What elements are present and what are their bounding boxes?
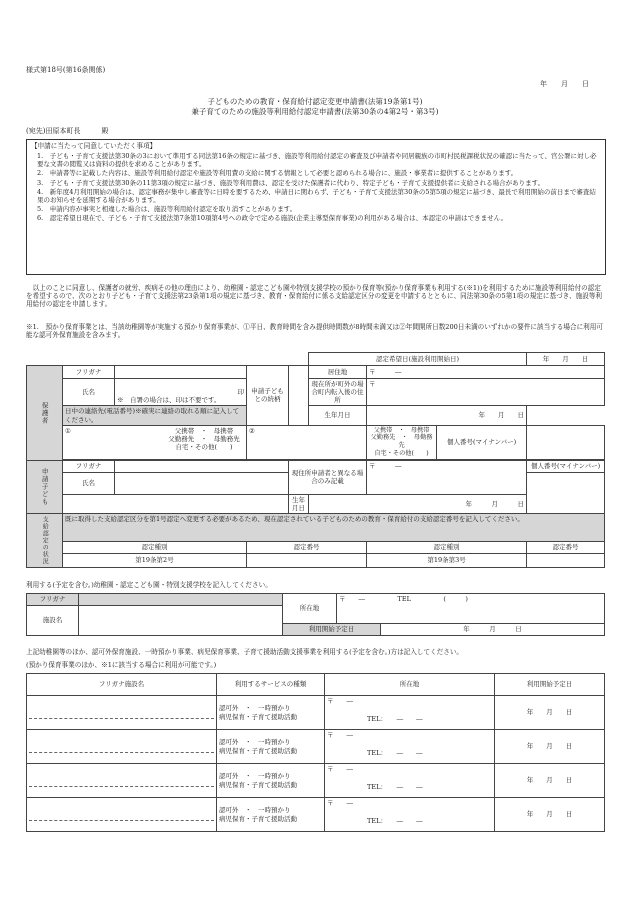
kyojuchi-field[interactable]: 〒 ― [367,366,605,379]
svc[interactable]: 認可外 ・ 一時預かり [219,772,291,781]
table-row [27,696,605,730]
addressee: (宛先)田原本町長 殿 [26,127,109,135]
start[interactable]: 年 月 日 [495,730,605,764]
other-table [26,673,605,832]
child-shimei-field[interactable] [115,472,289,494]
kaishi-label: 利用開始予定日 [283,624,381,636]
other-sub: (預かり保育事業のほか、※1に該当する場合に利用が可能です。) [26,661,217,669]
start[interactable]: 年 月 日 [495,764,605,798]
table-row [27,730,605,764]
notice-box [26,139,606,275]
bango-h2: 認定番号 [527,541,605,553]
h-name: フリガナ施設名 [27,674,217,696]
renraku-label: 日中の連絡先(電話番号)※確実に連絡の取れる順に記入してください。 [63,406,247,425]
svc[interactable]: 認可外 ・ 一時預かり [219,806,291,815]
title-2: 兼子育てのための施設等利用給付認定申請書(法第30条の4第2号・第3号) [191,107,439,116]
furigana-label: フリガナ [63,366,115,379]
notice-item: 1. 子ども・子育て支援法第30条の3において準用する同法第16条の規定に基づき、施設等利用給付認定の審査及び申請者や同居親族の市町村民税課税状況の確認に当たって、官公署に対し必要な文書の閲覧又は資料の提供を求めることがあります。 [37,152,597,169]
notice-heading: 【申請に当たって同意していただく事項】 [31,142,157,150]
in-mark: 印 [237,388,244,397]
shubetsu-h2: 認定種別 [367,541,527,553]
agreement-text: 以上のことに同意し、保護者の就労、疾病その他の理由により、幼稚園・認定こども園や特別支援学校の預かり保育等(預かり保育事業も利用する(※1))を利用するために施設等利用給付の認定を希望するので、次のとおり子ども・子育て支援法第23条第1項の規定に基づき、教育・保育給付に係る支給認定区分の変更を申請するとともに、同法第30条の5第1項の規定に基づき、施設等利用給付の認定を申請します。 [26,284,602,309]
kibou-date[interactable]: 年 月 日 [527,353,605,366]
other-heading: 上記幼稚園等のほか、認可外保育施設、一時預かり事業、病児保育事業、子育て援助活動支援事業を利用する(予定を含む。)方は記入してください。 [26,648,464,656]
shimei-label: 氏名 [63,379,115,406]
notice-item: 3. 子ども・子育て支援法第30条の11第3項の規定に基づき、施設等利用費は、認定を受けた保護者に代わり、特定子ども・子育て支援提供者に支給される場合があります。 [37,178,545,187]
shubetsu-h1: 認定種別 [63,541,247,553]
notice-item: 6. 認定希望日現在で、子ども・子育て支援法第7条第10項第4号への政令で定める施設(企業主導型保育事業)の利用がある場合は、本認定の申請はできません。 [37,214,508,223]
school-table [26,593,605,636]
svc[interactable]: 病児保育・子育て援助活動 [219,712,297,721]
table-row [27,798,605,832]
note-1: ※1. 預かり保育事業とは、当該幼稚園等が実施する預かり保育事業が、①平日、教育時間を含み提供時間数が8時間未満又は②年間開所日数200日未満のいずれかの要件に該当する場合に利用可能な認可外保育施設を含みます。 [26,323,603,340]
svc[interactable]: 病児保育・子育て援助活動 [219,780,297,789]
birth-field[interactable]: 年 月 日 [367,406,527,425]
svc[interactable]: 病児保育・子育て援助活動 [219,814,297,823]
riyou-heading: 利用する(予定を含む。)幼稚園・認定こども園・特別支援学校を記入してください。 [26,581,272,589]
bango-v2[interactable] [527,553,605,567]
school-furigana-field[interactable] [79,594,283,606]
post[interactable]: 〒 ― [327,731,353,739]
start[interactable]: 年 月 日 [495,696,605,730]
opt[interactable]: 父携帯 ・ 母携帯 [174,426,234,435]
kojin-field[interactable] [527,425,605,459]
kodomo-label: 申請子ども [27,460,63,513]
birth2-label: 生年月日 [289,494,309,513]
birth-label: 生年月日 [309,406,367,425]
h-service: 利用するサービスの種類 [217,674,325,696]
jihitsu-note: ※ 自署の場合は、印は不要です。 [117,396,221,405]
h-start: 利用開始予定日 [495,674,605,696]
tel[interactable]: TEL： ― ― [367,715,423,724]
opt[interactable]: 自宅・その他( ) [175,442,233,451]
tennyu-field[interactable]: 〒 [367,379,605,406]
tennyu-label: 現在所が町外の場合町内転入後の住所 [309,379,367,406]
opt[interactable]: 父携帯 ・ 母携帯 [373,426,430,434]
opt[interactable]: 父勤務先 ・ 母勤務先 [168,434,240,443]
tel[interactable]: TEL： ― ― [367,817,423,826]
shubetsu-v2: 第19条第3号 [367,553,527,567]
furigana-label-3: フリガナ [27,594,79,606]
zokugara-label: 申請子どもとの続柄 [247,366,289,426]
shikyu-text: 既に取得した支給認定区分を第1号認定へ変更する必要があるため、現在認定されている子どものための教育・保育給付の支給認定番号を記入してください。 [63,513,605,541]
shikyu-label: 支給認定の状況 [27,513,63,567]
contact-2: ② [249,426,255,435]
bango-h1: 認定番号 [247,541,367,553]
shisetsu-label: 施設名 [27,606,79,636]
title-1: 子どものための教育・保育給付認定変更申請書(法第19条第1号) [207,97,423,106]
svc[interactable]: 認可外 ・ 一時預かり [219,738,291,747]
date-line: 年 月 日 [540,80,589,88]
form-number: 様式第18号(第16条関係) [26,66,106,74]
kaishi-date[interactable]: 年 月 日 [381,624,605,636]
furigana-label-2: フリガナ [63,460,115,472]
opt[interactable]: 自宅・その他( ) [374,449,429,457]
hogosha-label: 保護者 [27,366,63,461]
tel[interactable]: TEL： ― ― [367,783,423,792]
kibou-label: 認定希望日(施設利用開始日) [309,353,527,366]
shisetsu-field[interactable] [79,606,283,636]
post[interactable]: 〒 ― [327,697,353,705]
h-addr: 所在地 [325,674,495,696]
notice-item: 5. 申請内容が事実と相違した場合は、施設等利用給付認定を取り消すことがあります。 [37,204,297,213]
table-row [27,764,605,798]
contact-1: ① [65,426,71,435]
shozaichi-label: 所在地 [283,594,337,624]
opt[interactable]: 父勤務先 ・ 母勤務先 [370,434,433,450]
svc[interactable]: 病児保育・子育て援助活動 [219,746,297,755]
start[interactable]: 年 月 日 [495,798,605,832]
post[interactable]: 〒 ― [327,765,353,773]
genjusho-field[interactable]: 〒 ― [367,460,527,494]
notice-item: 2. 申請書等に記載した内容は、施設等利用給付認定や施設等利用費の支給に関する情報として必要と認められる場合に、施設・事業者に提供することがあります。 [37,169,518,178]
shubetsu-v1: 第19条第2号 [63,553,247,567]
furigana-field[interactable] [115,366,247,379]
zokugara-field[interactable] [289,366,309,426]
birth2-field[interactable]: 年 月 日 [309,494,527,513]
svc[interactable]: 認可外 ・ 一時預かり [219,704,291,713]
child-furigana-field[interactable] [115,460,289,472]
shozaichi-field[interactable]: 〒 ― TEL ( ) [337,594,605,624]
applicant-table [26,352,605,568]
notice-item: 4. 新年度4月利用開始の場合は、認定事務が集中し審査等に日時を要するため、申請日に関わらず、子ども・子育て支援法第30条の5第5項の規定に基づき、最長で利用開始の前日まで審査結果のお知らせを延期する場合があります。 [37,187,596,204]
bango-v1[interactable] [247,553,367,567]
kyojuchi-label: 居住地 [309,366,367,379]
kojin2-label: 個人番号(マイナンバー) [527,460,605,472]
kojin-label: 個人番号(マイナンバー) [437,425,527,459]
child-shimei-label: 氏名 [63,472,115,494]
post[interactable]: 〒 ― [327,799,353,807]
genjusho-label: 現住所申請者と異なる場合のみ記載 [289,460,367,494]
tel[interactable]: TEL： ― ― [367,749,423,758]
kojin2-field[interactable] [527,472,605,513]
